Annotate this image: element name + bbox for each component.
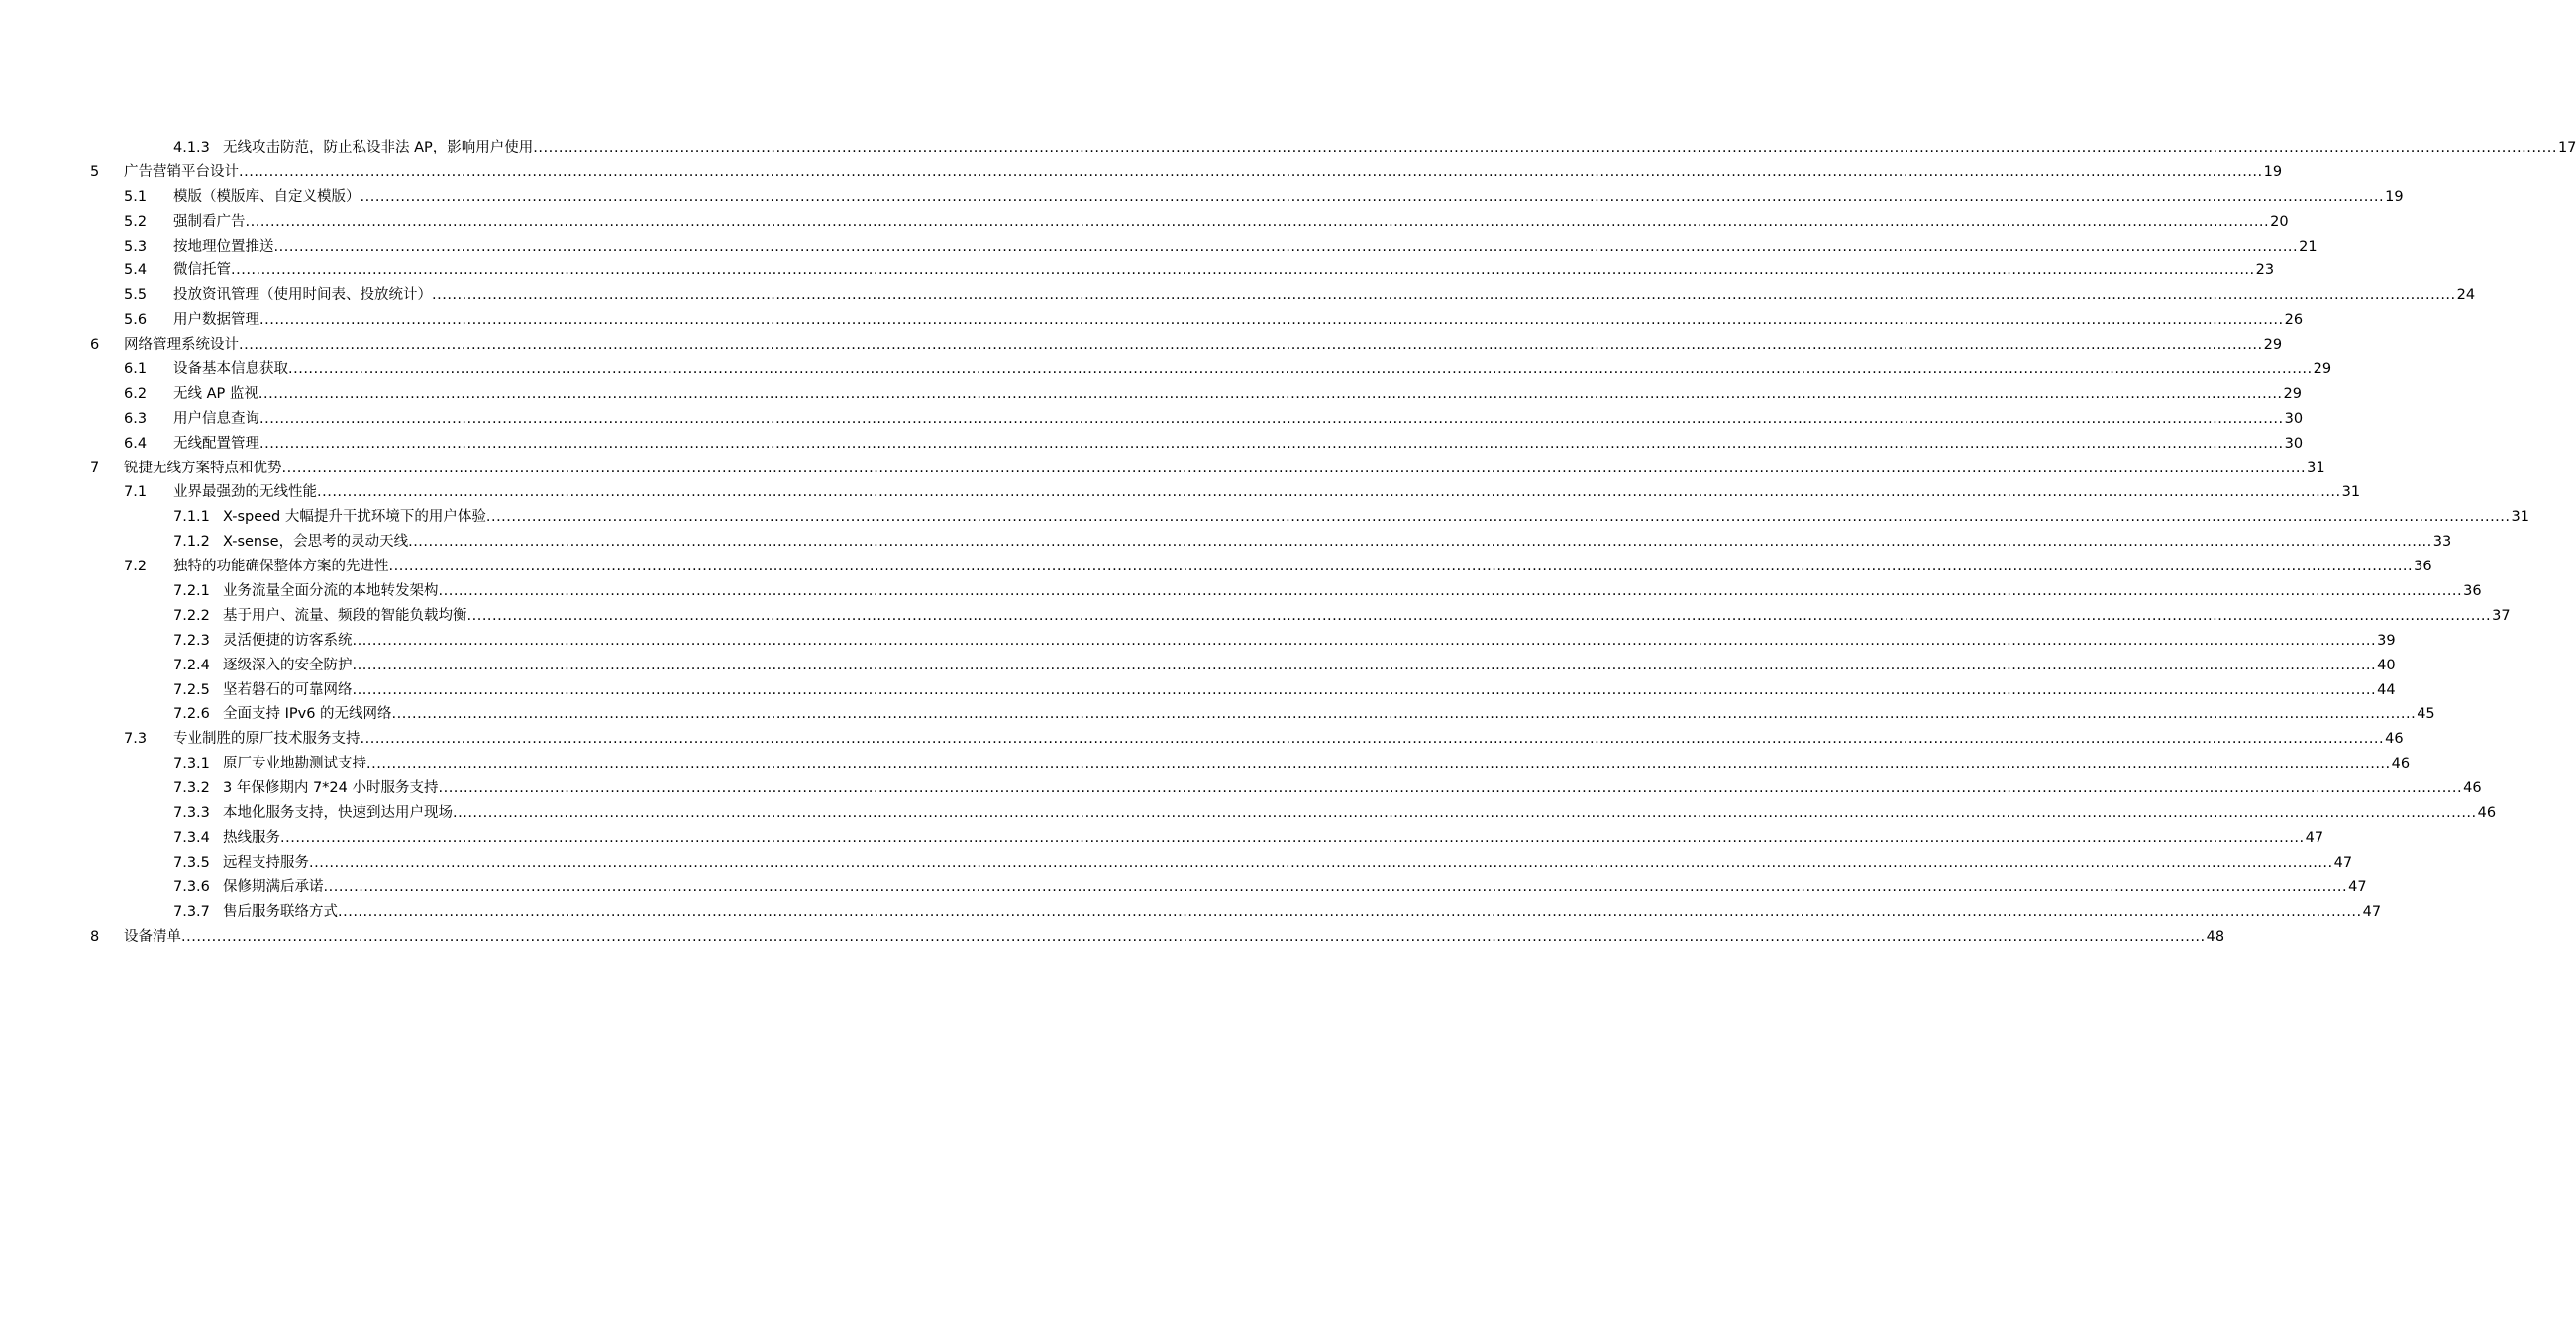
toc-entry-title: 强制看广告 [173,210,246,235]
toc-entry-page-number: 36 [2414,559,2432,575]
toc-entry-page-number: 44 [2377,681,2396,698]
toc-entry[interactable] [0,358,2332,382]
toc-entry-number: 6.1 [124,361,148,378]
toc-entry-line [173,235,2318,259]
toc-dot-leader: ................................................................................................................................................................................................................................................................................................................................................................................................................ [453,805,2477,822]
toc-entry[interactable] [0,457,2325,481]
toc-entry-line [223,826,2324,851]
toc-dot-leader: ................................................................................................................................................................................................................................................................................................................................................................................................................ [533,140,2557,155]
toc-entry-number: 7.2.1 [173,583,210,600]
toc-entry-line [124,925,2225,950]
toc-entry-page-number: 29 [2263,337,2283,354]
toc-entry[interactable] [0,258,2275,283]
toc-entry-page-number: 47 [2333,854,2353,870]
toc-entry-line [223,875,2367,900]
toc-entry-title: 广告营销平台设计 [124,160,239,185]
toc-entry-title: 锐捷无线方案特点和优势 [124,457,282,481]
toc-entry[interactable] [0,210,2289,235]
toc-entry-title: 投放资讯管理（使用时间表、投放统计） [173,283,432,308]
toc-dot-leader: ................................................................................................................................................................................................................................................................................................................................................................................................................ [259,312,2284,329]
toc-entry-title: 远程支持服务 [223,851,309,875]
toc-entry-page-number: 46 [2385,731,2404,748]
toc-dot-leader: ................................................................................................................................................................................................................................................................................................................................................................................................................ [360,188,2385,205]
toc-entry-page-number: 46 [2391,756,2411,772]
toc-entry[interactable] [0,432,2304,457]
toc-entry-line [223,579,2482,604]
toc-entry[interactable] [0,801,2497,826]
toc-entry-number: 5.2 [124,213,148,230]
toc-entry-page-number: 24 [2456,287,2476,304]
toc-entry[interactable] [0,160,2283,185]
toc-entry-page-number: 23 [2255,262,2275,279]
toc-dot-leader: ................................................................................................................................................................................................................................................................................................................................................................................................................ [352,657,2377,673]
toc-entry-number: 5 [90,163,100,180]
toc-entry-line [124,160,2283,185]
toc-entry-page-number: 40 [2377,657,2396,673]
toc-entry-title: 本地化服务支持，快速到达用户现场 [223,801,453,826]
toc-entry-page-number: 47 [2348,878,2367,895]
toc-entry-title: 基于用户、流量、频段的智能负载均衡 [223,604,467,629]
toc-entry[interactable] [0,727,2404,752]
toc-entry-page-number: 48 [2206,928,2225,945]
toc-entry-number: 7.3.5 [173,854,210,870]
toc-entry[interactable] [0,333,2283,358]
toc-entry-line [173,210,2289,235]
toc-dot-leader: ................................................................................................................................................................................................................................................................................................................................................................................................................ [366,756,2391,772]
toc-entry[interactable] [0,283,2476,308]
toc-entry-page-number: 26 [2284,312,2304,329]
toc-entry-page-number: 19 [2385,188,2404,205]
toc-entry-page-number: 46 [2463,780,2482,797]
toc-entry-number: 7.1 [124,484,148,501]
toc-entry-title: 模版（模版库、自定义模版） [173,185,361,210]
toc-entry[interactable] [0,579,2482,604]
toc-entry-title: X-sense，会思考的灵动天线 [223,530,408,555]
toc-entry-title: 专业制胜的原厂技术服务支持 [173,727,361,752]
toc-entry-number: 7 [90,460,100,476]
toc-entry-number: 7.2.2 [173,607,210,624]
toc-entry-title: 业界最强劲的无线性能 [173,480,317,505]
toc-entry-page-number: 39 [2377,632,2396,649]
toc-entry-title: 原厂专业地勘测试支持 [223,752,366,776]
table-of-contents [0,136,2576,949]
toc-entry-title: 用户数据管理 [173,308,259,333]
toc-entry-number: 6.2 [124,385,148,402]
toc-dot-leader: ................................................................................................................................................................................................................................................................................................................................................................................................................ [408,534,2432,551]
toc-entry-line [223,629,2396,654]
toc-entry-title: 3 年保修期内 7*24 小时服务支持 [223,776,438,801]
toc-entry-title: 用户信息查询 [173,407,259,432]
toc-entry-line [223,530,2452,555]
toc-entry-number: 6 [90,337,100,354]
toc-entry-line [173,358,2332,382]
toc-entry-title: X-speed 大幅提升干扰环境下的用户体验 [223,505,486,530]
toc-entry-number: 7.3.4 [173,829,210,846]
toc-entry-title: 售后服务联络方式 [223,900,338,925]
toc-entry-number: 7.3.6 [173,878,210,895]
toc-dot-leader: ................................................................................................................................................................................................................................................................................................................................................................................................................ [352,681,2377,698]
toc-entry-line [173,407,2304,432]
toc-entry[interactable] [0,826,2324,851]
toc-entry[interactable] [0,505,2529,530]
toc-entry-page-number: 37 [2492,607,2511,624]
toc-dot-leader: ................................................................................................................................................................................................................................................................................................................................................................................................................ [258,385,2283,402]
toc-entry-page-number: 33 [2432,534,2452,551]
toc-dot-leader: ................................................................................................................................................................................................................................................................................................................................................................................................................ [338,903,2362,920]
toc-dot-leader: ................................................................................................................................................................................................................................................................................................................................................................................................................ [259,410,2284,427]
toc-dot-leader: ................................................................................................................................................................................................................................................................................................................................................................................................................ [388,559,2414,575]
toc-entry[interactable] [0,925,2225,950]
toc-entry-title: 微信托管 [173,258,231,283]
toc-entry-number: 7.1.2 [173,534,210,551]
toc-entry[interactable] [0,235,2318,259]
toc-entry-line [124,457,2325,481]
toc-entry-line [223,505,2529,530]
toc-entry-page-number: 47 [2362,903,2382,920]
toc-entry-number: 5.6 [124,312,148,329]
toc-entry-title: 全面支持 IPv6 的无线网络 [223,702,392,727]
toc-entry-title: 无线攻击防范，防止私设非法 AP，影响用户使用 [223,136,533,160]
toc-entry-title: 灵活便捷的访客系统 [223,629,353,654]
toc-entry-number: 5.5 [124,287,148,304]
toc-entry-line [223,776,2482,801]
toc-dot-leader: ................................................................................................................................................................................................................................................................................................................................................................................................................ [485,509,2511,526]
toc-entry-number: 7.2.3 [173,632,210,649]
toc-entry-page-number: 29 [2283,385,2302,402]
toc-entry-number: 7.3.1 [173,756,210,772]
toc-entry[interactable] [0,136,2576,160]
toc-entry-line [173,555,2432,579]
toc-entry-line [223,136,2576,160]
toc-entry-number: 6.3 [124,410,148,427]
toc-dot-leader: ................................................................................................................................................................................................................................................................................................................................................................................................................ [391,706,2417,723]
toc-dot-leader: ................................................................................................................................................................................................................................................................................................................................................................................................................ [281,460,2307,476]
toc-entry-title: 网络管理系统设计 [124,333,239,358]
toc-entry[interactable] [0,185,2404,210]
toc-entry-page-number: 31 [2341,484,2361,501]
toc-entry-number: 7.2 [124,559,148,575]
toc-entry-number: 7.2.6 [173,706,210,723]
toc-entry-number: 7.2.4 [173,657,210,673]
toc-dot-leader: ................................................................................................................................................................................................................................................................................................................................................................................................................ [231,262,2255,279]
toc-entry-number: 4.1.3 [173,140,210,155]
toc-dot-leader: ................................................................................................................................................................................................................................................................................................................................................................................................................ [352,632,2377,649]
toc-dot-leader: ................................................................................................................................................................................................................................................................................................................................................................................................................ [360,731,2385,748]
toc-entry-line [173,727,2404,752]
toc-entry-line [173,283,2476,308]
toc-dot-leader: ................................................................................................................................................................................................................................................................................................................................................................................................................ [239,337,2263,354]
toc-entry-page-number: 45 [2417,706,2435,723]
toc-entry-line [173,382,2302,407]
toc-entry-page-number: 46 [2477,805,2497,822]
toc-entry-line [223,678,2396,703]
toc-dot-leader: ................................................................................................................................................................................................................................................................................................................................................................................................................ [323,878,2348,895]
toc-entry-title: 热线服务 [223,826,280,851]
toc-entry-page-number: 30 [2284,435,2304,452]
toc-entry-number: 6.4 [124,435,148,452]
toc-entry[interactable] [0,407,2304,432]
toc-entry-number: 5.3 [124,238,148,255]
toc-entry-line [173,258,2275,283]
toc-entry[interactable] [0,604,2511,629]
toc-entry-line [223,900,2382,925]
toc-entry[interactable] [0,480,2361,505]
toc-entry-number: 8 [90,928,100,945]
toc-entry[interactable] [0,530,2452,555]
toc-dot-leader: ................................................................................................................................................................................................................................................................................................................................................................................................................ [438,583,2463,600]
toc-entry[interactable] [0,702,2435,727]
toc-entry[interactable] [0,851,2353,875]
toc-entry[interactable] [0,555,2432,579]
toc-entry-page-number: 20 [2270,213,2289,230]
toc-entry-number: 7.3 [124,731,148,748]
toc-entry-page-number: 29 [2313,361,2332,378]
toc-dot-leader: ................................................................................................................................................................................................................................................................................................................................................................................................................ [245,213,2270,230]
toc-entry-title: 按地理位置推送 [173,235,274,259]
toc-entry-page-number: 31 [2511,509,2529,526]
toc-dot-leader: ................................................................................................................................................................................................................................................................................................................................................................................................................ [317,484,2341,501]
toc-dot-leader: ................................................................................................................................................................................................................................................................................................................................................................................................................ [288,361,2313,378]
toc-dot-leader: ................................................................................................................................................................................................................................................................................................................................................................................................................ [280,829,2305,846]
toc-dot-leader: ................................................................................................................................................................................................................................................................................................................................................................................................................ [259,435,2284,452]
toc-entry-title: 无线 AP 监视 [173,382,258,407]
toc-entry-line [223,752,2411,776]
toc-entry-page-number: 36 [2463,583,2482,600]
toc-entry-line [223,801,2497,826]
toc-entry[interactable] [0,308,2304,333]
toc-entry-number: 7.1.1 [173,509,210,526]
toc-dot-leader: ................................................................................................................................................................................................................................................................................................................................................................................................................ [181,928,2206,945]
toc-dot-leader: ................................................................................................................................................................................................................................................................................................................................................................................................................ [432,287,2456,304]
toc-entry-line [223,654,2396,678]
toc-dot-leader: ................................................................................................................................................................................................................................................................................................................................................................................................................ [273,238,2299,255]
toc-entry[interactable] [0,752,2411,776]
toc-entry-line [173,308,2304,333]
toc-entry-number: 5.1 [124,188,148,205]
toc-entry-page-number: 17 [2557,140,2576,155]
toc-entry-title: 保修期满后承诺 [223,875,324,900]
toc-entry-number: 7.3.2 [173,780,210,797]
toc-entry[interactable] [0,678,2396,703]
toc-entry-line [223,851,2353,875]
toc-entry-page-number: 21 [2299,238,2318,255]
toc-entry-line [173,185,2404,210]
toc-entry-title: 业务流量全面分流的本地转发架构 [223,579,439,604]
toc-entry-number: 5.4 [124,262,148,279]
toc-entry-title: 逐级深入的安全防护 [223,654,353,678]
toc-entry[interactable] [0,382,2302,407]
toc-entry-line [173,480,2361,505]
toc-entry-page-number: 47 [2305,829,2324,846]
toc-entry-title: 坚若磐石的可靠网络 [223,678,353,703]
toc-dot-leader: ................................................................................................................................................................................................................................................................................................................................................................................................................ [438,780,2463,797]
toc-entry-title: 独特的功能确保整体方案的先进性 [173,555,389,579]
toc-entry-number: 7.2.5 [173,681,210,698]
toc-entry[interactable] [0,776,2482,801]
toc-entry-line [223,702,2435,727]
toc-entry-page-number: 19 [2263,163,2283,180]
toc-entry-page-number: 31 [2307,460,2325,476]
toc-entry-title: 设备清单 [124,925,181,950]
toc-entry-number: 7.3.3 [173,805,210,822]
toc-entry[interactable] [0,654,2396,678]
toc-entry-title: 设备基本信息获取 [173,358,288,382]
toc-entry[interactable] [0,900,2382,925]
toc-entry-page-number: 30 [2284,410,2304,427]
toc-entry[interactable] [0,629,2396,654]
toc-entry[interactable] [0,875,2367,900]
toc-dot-leader: ................................................................................................................................................................................................................................................................................................................................................................................................................ [239,163,2263,180]
toc-dot-leader: ................................................................................................................................................................................................................................................................................................................................................................................................................ [309,854,2333,870]
toc-entry-line [173,432,2304,457]
toc-entry-line [124,333,2283,358]
toc-entry-number: 7.3.7 [173,903,210,920]
toc-entry-line [223,604,2511,629]
toc-dot-leader: ................................................................................................................................................................................................................................................................................................................................................................................................................ [466,607,2492,624]
toc-entry-title: 无线配置管理 [173,432,259,457]
